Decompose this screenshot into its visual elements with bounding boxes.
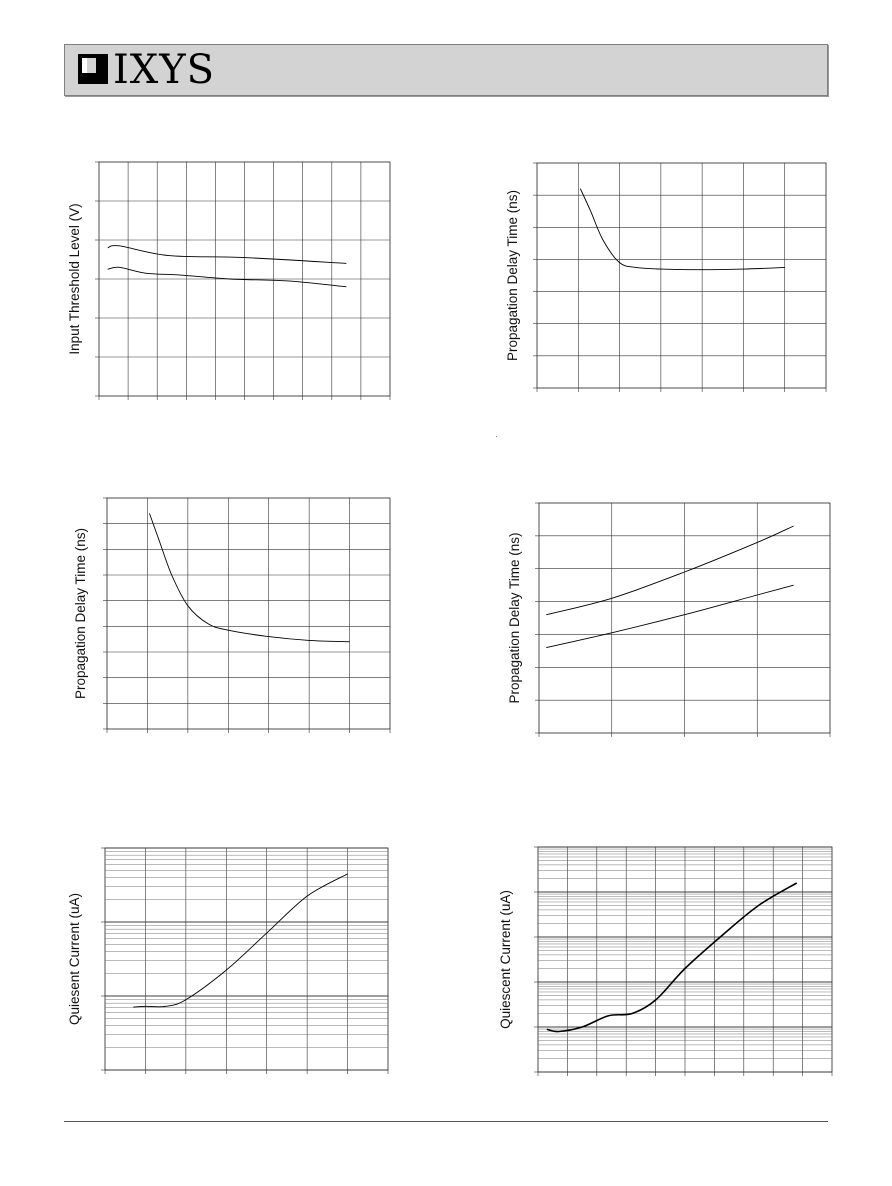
quiescent-chart-bottom-left (55, 835, 400, 1085)
threshold-chart (60, 150, 400, 410)
series-line-1 (149, 513, 349, 641)
plot-frame (105, 848, 388, 1070)
y-axis-label: Input Threshold Level (V) (67, 203, 82, 355)
ixys-logo-text: IXYS (113, 47, 216, 93)
y-axis-label: Propagation Delay Time (ns) (73, 527, 88, 700)
y-axis-label: Quiescent Current (uA) (498, 890, 513, 1029)
y-axis-label: Propagation Delay Time (ns) (507, 532, 522, 704)
plot-frame (537, 163, 826, 388)
delay-chart-middle-right (495, 490, 840, 745)
series-line-1 (133, 874, 347, 1007)
series-line-1 (108, 246, 347, 264)
stray-dot (496, 436, 497, 437)
y-axis-label: Quiesent Current (uA) (67, 892, 82, 1026)
quiescent-chart-bottom-right (490, 835, 840, 1085)
footer-rule (64, 1121, 828, 1122)
series-line-1 (547, 883, 797, 1032)
series-line-1 (580, 189, 784, 270)
delay-chart-middle-left (65, 490, 400, 745)
y-axis-label: Propagation Delay Time (ns) (505, 189, 520, 362)
series-line-2 (108, 267, 347, 287)
delay-chart-top-right (495, 150, 840, 400)
plot-frame (107, 498, 390, 729)
ixys-logo-mark (78, 54, 108, 84)
series-line-2 (546, 585, 793, 647)
